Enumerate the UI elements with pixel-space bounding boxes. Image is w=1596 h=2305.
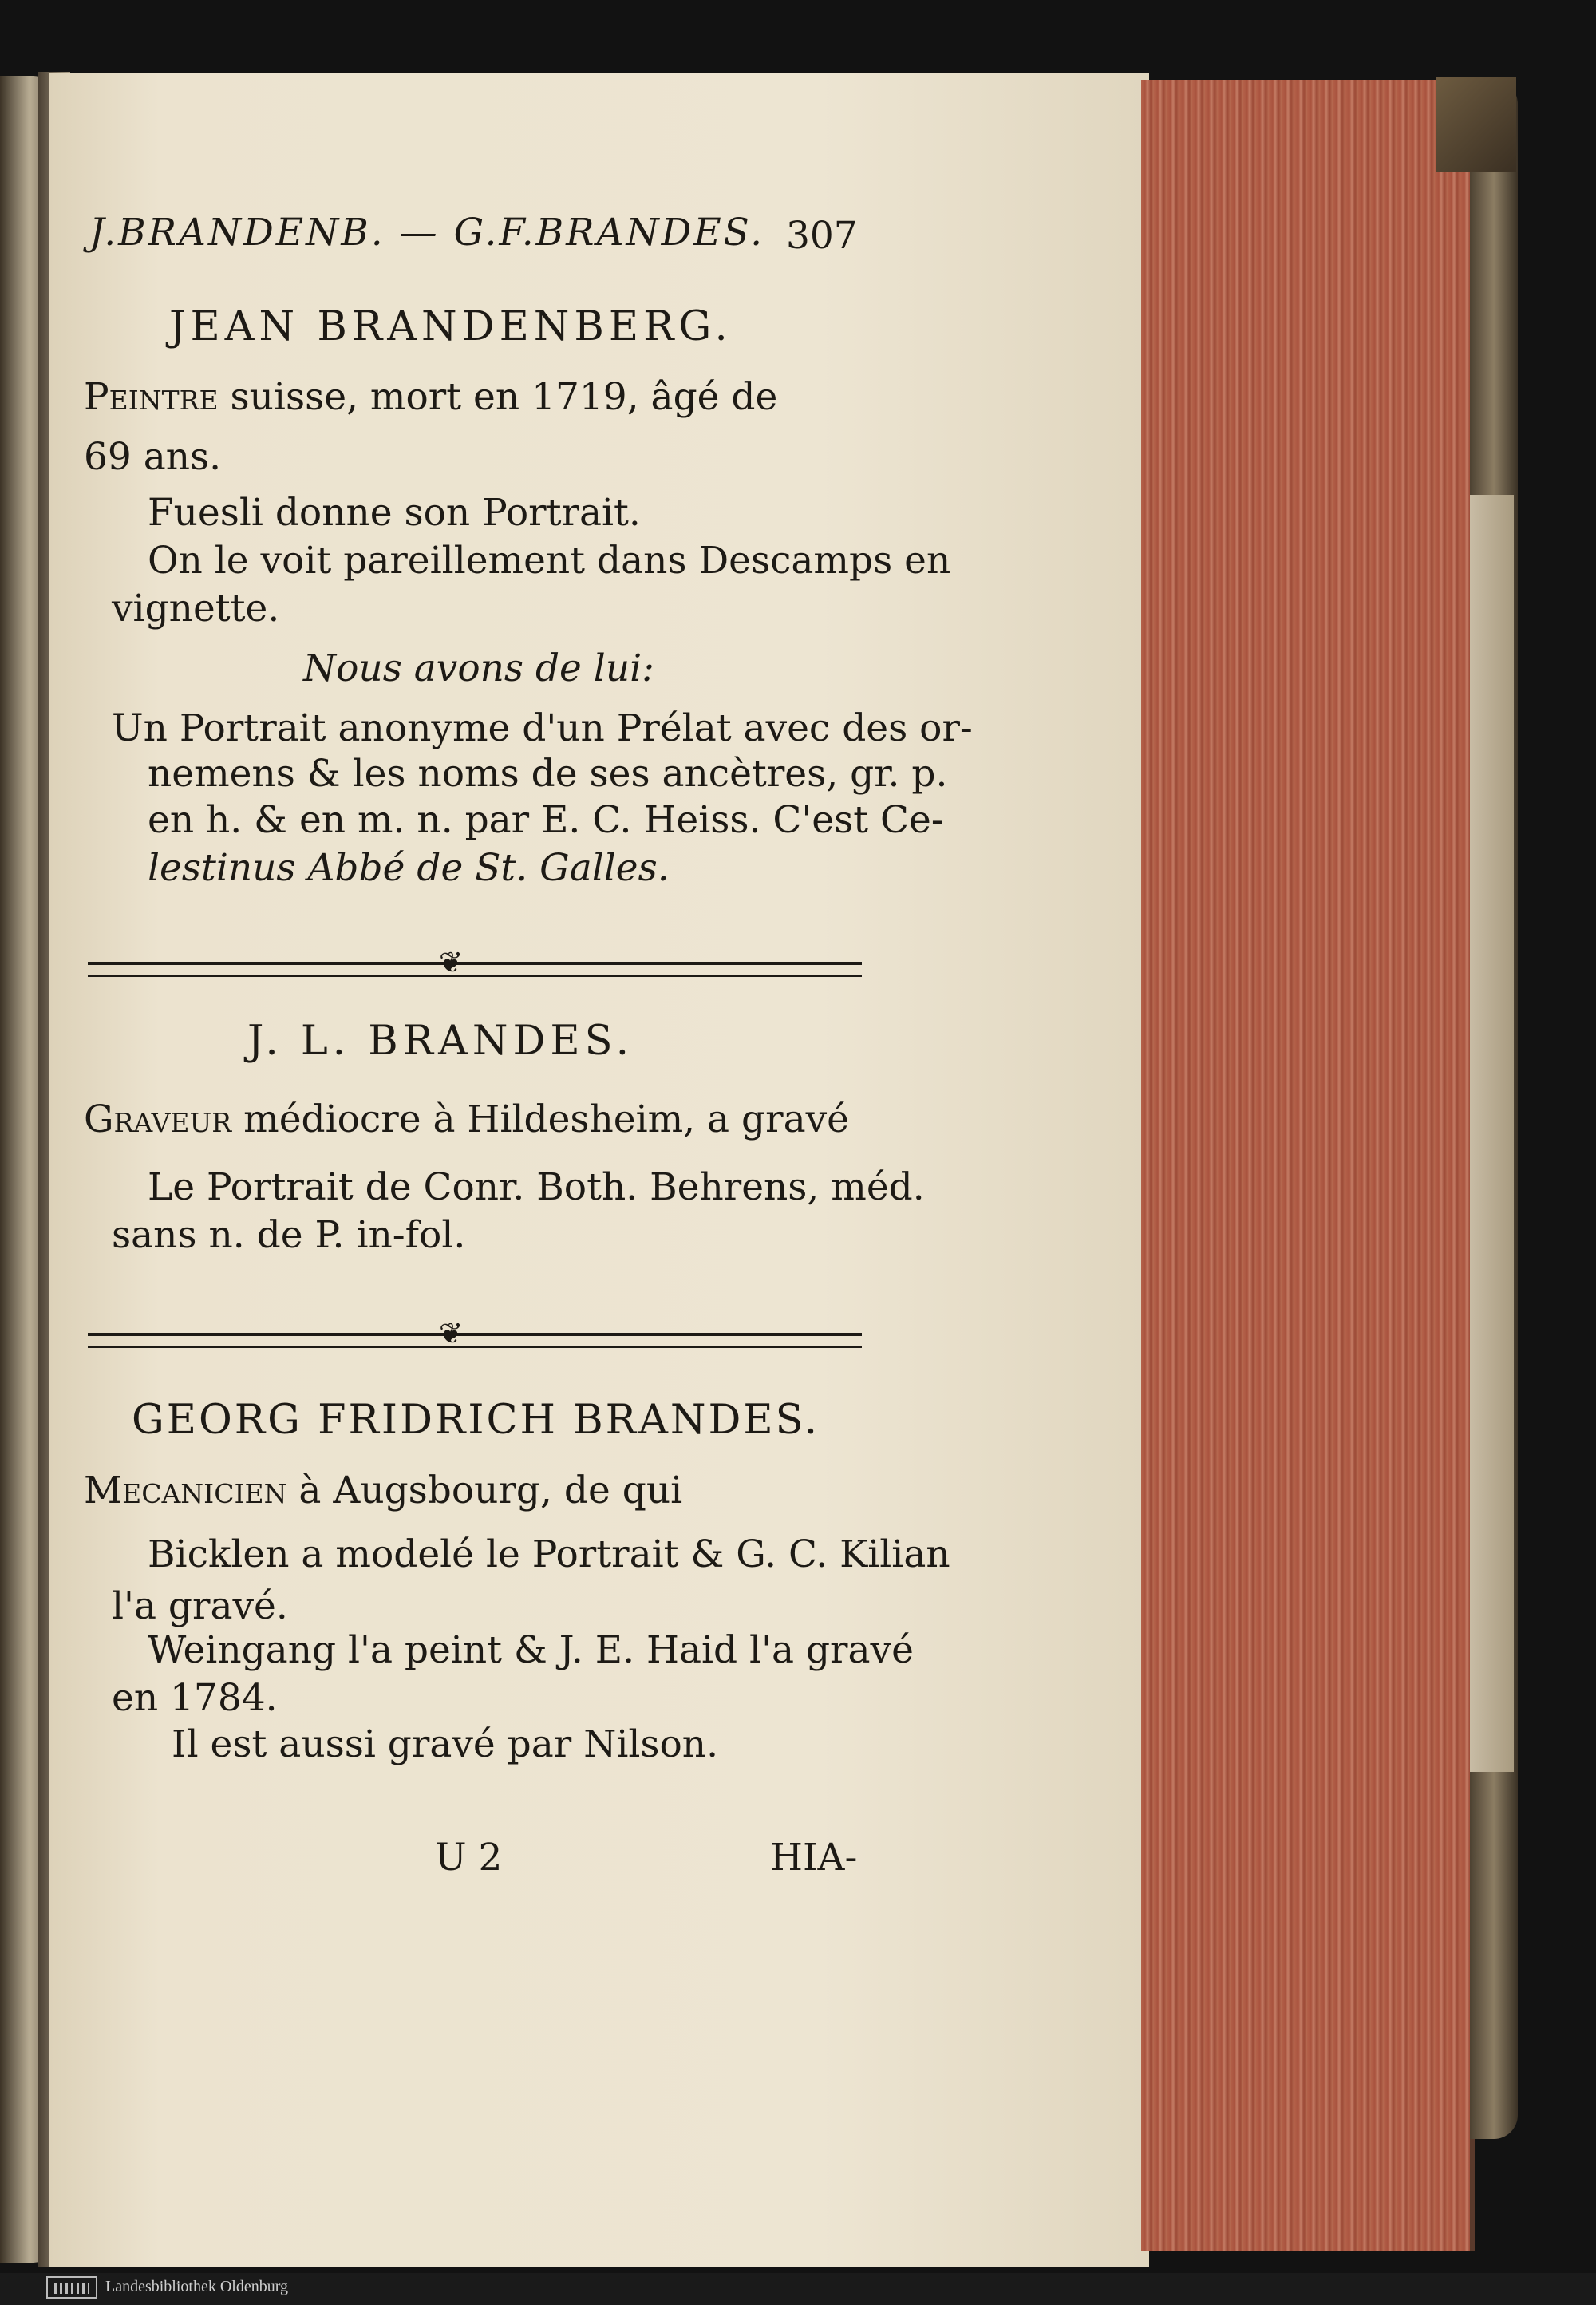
entry-line: Il est aussi gravé par Nilson. [172, 1722, 719, 1766]
entry-line: Fuesli donne son Portrait. [148, 491, 641, 535]
lead-word: Peintre [84, 375, 219, 419]
cover-corner [1436, 77, 1516, 172]
running-head: J.BRANDENB. — G.F.BRANDES. [89, 211, 765, 255]
entry-line: nemens & les noms de ses ancètres, gr. p. [148, 752, 948, 796]
page-number: 307 [786, 214, 858, 258]
entry-line: l'a gravé. [112, 1584, 288, 1628]
catchword: HIA- [770, 1836, 858, 1880]
entry-line: Weingang l'a peint & J. E. Haid l'a gravé [148, 1628, 914, 1672]
line-text: médiocre à Hildesheim, a gravé [243, 1097, 849, 1141]
ornament-flourish-icon: ❦ [439, 1318, 464, 1350]
entry-line: Bicklen a modelé le Portrait & G. C. Kilian [148, 1532, 950, 1576]
library-credit: Landesbibliothek Oldenburg [105, 2278, 289, 2295]
lead-word: Graveur [84, 1097, 232, 1141]
ornament-flourish-icon: ❦ [439, 947, 464, 979]
entry-line: On le voit pareillement dans Descamps en [148, 539, 951, 583]
entry-line: lestinus Abbé de St. Galles. [148, 846, 670, 890]
entry-line: Le Portrait de Conr. Both. Behrens, méd. [148, 1165, 925, 1209]
entry-line [84, 375, 777, 419]
lead-word: Mecanicien [84, 1469, 287, 1512]
entry-line [84, 1097, 849, 1141]
entry-heading: JEAN BRANDENBERG. [169, 303, 733, 350]
entry-line [84, 1469, 682, 1512]
entry-line: en h. & en m. n. par E. C. Heiss. C'est Ce- [148, 798, 944, 842]
line-text: suisse, mort en 1719, âgé de [230, 375, 778, 419]
entry-line: sans n. de P. in-fol. [112, 1213, 466, 1257]
line-text: à Augsbourg, de qui [298, 1469, 683, 1512]
library-logo-icon [46, 2276, 97, 2299]
entry-line: Un Portrait anonyme d'un Prélat avec des or- [112, 706, 973, 750]
signature-mark: U 2 [435, 1836, 503, 1880]
entry-line: 69 ans. [84, 435, 222, 479]
ornamental-rule [88, 1333, 862, 1348]
entry-heading: GEORG FRIDRICH BRANDES. [132, 1397, 820, 1444]
ornamental-rule [88, 962, 862, 977]
entry-line: Nous avons de lui: [303, 646, 654, 690]
entry-line: en 1784. [112, 1676, 278, 1720]
entry-heading: J. L. BRANDES. [247, 1018, 634, 1065]
entry-line: vignette. [112, 587, 280, 631]
cover-board [1470, 495, 1514, 1772]
page-fore-edge [1141, 80, 1475, 2251]
